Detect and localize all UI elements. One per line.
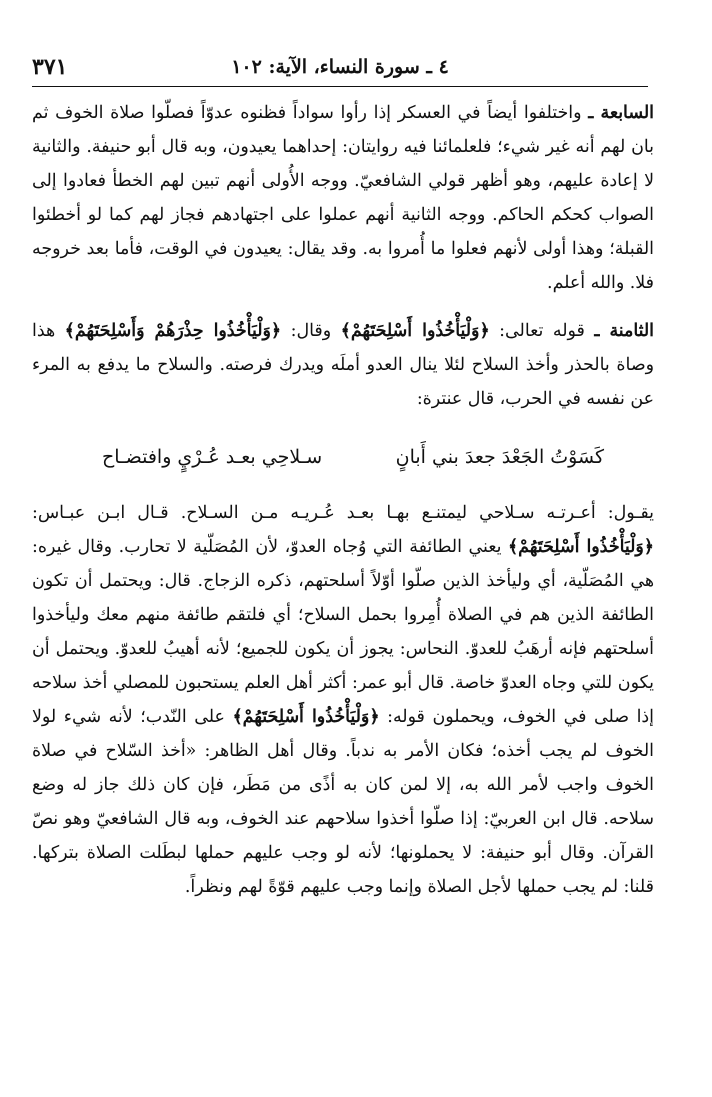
- quran-quote-4: ﴿وَلْيَأْخُذُوا أَسْلِحَتَهُمْ﴾: [232, 707, 380, 727]
- paragraph-eighth-continued: [32, 496, 654, 904]
- poem-hemistich-right: كَسَوْتُ الجَعْدَ جعدَ بني أَبانٍ: [395, 446, 604, 468]
- quran-quote-2: ﴿وَلْيَأْخُذُوا حِذْرَهُمْ وَأَسْلِحَتَهُمْ﴾: [64, 321, 282, 341]
- paragraph-eighth: [32, 314, 654, 416]
- eighth-continued-text-3: على النّدب؛ لأنه شيء لولا الخوف لم يجب أخذه؛ فكان الأمر به ندباً. وقال أهل الظاهر: «أخذ السّلاح في صلاة الخوف واجب لأمر الله به، إلا لمن كان به أذًى من مَطَر، فإن كان ذلك جاز له وضع سلاحه. قال ابن العربيّ: إذا صلّوا أخذوا سلاحهم عند الخوف، وبه قال الشافعيّ وهو نصّ القرآن. وقال أبو حنيفة: لا يحملونها؛ لأنه لو وجب عليهم حملها لبطَلت الصلاة بتركها. قلنا: لم يجب حملها لأجل الصلاة وإنما وجب عليهم قوّةً لهم ونظراً.: [32, 707, 654, 897]
- paragraph-seventh: [32, 96, 654, 300]
- eighth-continued-text-1: يقـول: أعـرتـه سـلاحي ليمتنـع بهـا بعـد عُـريـه مـن السـلاح. قـال ابـن عبـاس:: [32, 503, 654, 523]
- running-title: ٤ ـ سورة النساء، الآية: ١٠٢: [231, 56, 449, 78]
- seventh-text: واختلفوا أيضاً في العسكر إذا رأوا سواداً فظنوه عدوّاً فصلّوا صلاة الخوف ثم بان لهم أنه غير شيء؛ فلعلمائنا فيه روايتان: إحداهما يعيدون، وبه قال أبو حنيفة. والثانية لا إعادة عليهم، وهو أظهر قولي الشافعيّ. ووجه الأُولى أنهم تبين لهم الخطأ فعادوا إلى الصواب كحكم الحاكم. ووجه الثانية أنهم عملوا على اجتهادهم فجاز لهم كما لو أخطئوا القبلة؛ وهذا أولى لأنهم فعلوا ما أُمروا به. وقد يقال: يعيدون في الوقت، فأما بعد خروجه فلا. والله أعلم.: [32, 103, 654, 293]
- quran-quote-3: ﴿وَلْيَأْخُذُوا أَسْلِحَتَهُمْ﴾: [507, 537, 654, 557]
- page-number: ٣٧١: [32, 54, 68, 80]
- eighth-intro: قوله تعالى:: [499, 321, 585, 341]
- quran-quote-1: ﴿وَلْيَأْخُذُوا أَسْلِحَتَهُمْ﴾: [340, 321, 490, 341]
- page-body: [32, 96, 654, 904]
- poem-hemistich-left: سـلاحِي بعـد عُـرْيٍ وافتضـاح: [102, 446, 323, 468]
- section-label-seventh: السابعة ـ: [588, 103, 654, 123]
- eighth-mid: وقال:: [290, 321, 332, 341]
- eighth-continued-text-2: يعني الطائفة التي وُجاه العدوّ، لأن المُصَلّية لا تحارب. وقال غيره: هي المُصَلّية، أي وليأخذ الذين صلّوا أوّلاً أسلحتهم، ذكره الزجاج. قال: ويحتمل أن تكون الطائفة الذين هم في الصلاة أُمِروا بحمل السلاح؛ أي فلتقم طائفة منهم معك وليأخذوا أسلحتهم فإنه أرهَبُ للعدوّ. النحاس: يجوز أن يكون للجميع؛ لأنه أهيبُ للعدوّ. ويحتمل أن يكون للتي وجاه العدوّ خاصة. قال أبو عمر: أكثر أهل العلم يستحبون للمصلي أخذ سلاحه إذا صلى في الخوف، ويحملون قوله:: [32, 537, 654, 727]
- page-header: [32, 52, 648, 87]
- eighth-text: هذا وصاة بالحذر وأخذ السلاح لئلا ينال العدو أملَه ويدرك فرصته. والسلاح ما يدفع به المرء عن نفسه في الحرب، قال عنترة:: [32, 321, 654, 409]
- section-label-eighth: الثامنة ـ: [594, 321, 655, 341]
- poem-verse: [102, 440, 604, 474]
